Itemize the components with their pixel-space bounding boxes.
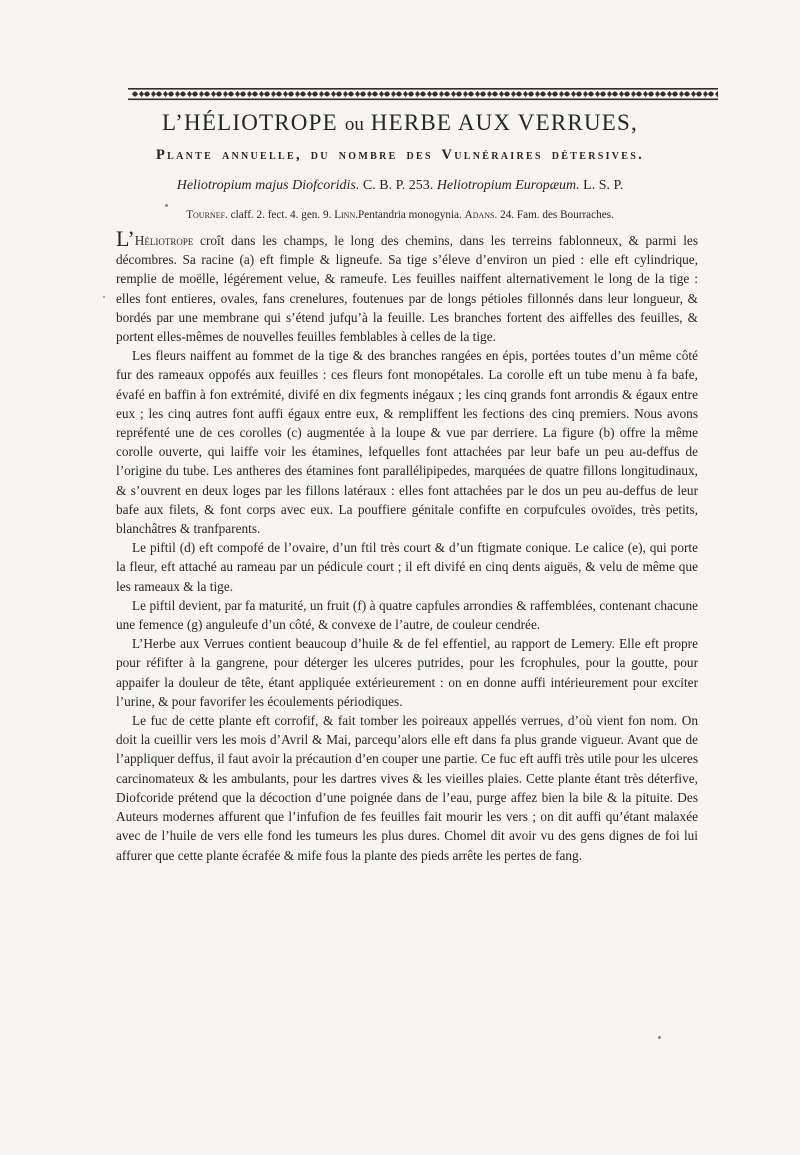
ornament-leaf-motif	[264, 91, 276, 97]
ornament-leaf-motif	[516, 91, 528, 97]
ornament-leaf-motif	[444, 91, 456, 97]
classif-tournef-ref: claff. 2. fect. 4. gen. 9.	[230, 209, 332, 221]
ornament-leaf-motif	[288, 91, 300, 97]
synonyms-line	[0, 178, 800, 194]
title-rest: HERBE AUX VERRUES,	[370, 110, 638, 135]
ornament-leaf-motif	[144, 91, 156, 97]
classif-linn-ref: Pentandria monogynia.	[358, 209, 462, 221]
paragraph-4: Le piftil devient, par fa maturité, un fruit (f) à quatre capfules arrondies & raffemblées, contenant chacune une femence (g) anguleufe d’un côté, & convexe de l’autre, de couleur cendrée.	[116, 597, 698, 633]
synonym-3: Heliotropium Europæum.	[436, 178, 580, 193]
ornament-leaf-motif	[672, 91, 684, 97]
ornament-leaf-motif	[240, 91, 252, 97]
paragraph-5: L’Herbe aux Verrues contient beaucoup d’huile & de fel effentiel, au rapport de Lemery. Elle eft propre pour réfifter à la gangrene, pour déterger les ulceres putrides, pour les fcrophules, pour la goutte, pour appaifer la douleur de tête, étant appliquée extérieurement : on en donne auffi intérieurement pour exciter l’urine, & pour favorifer les écoulements périodiques.	[116, 636, 698, 709]
ornament-leaf-motif	[420, 91, 432, 97]
paragraph-6: Le fuc de cette plante eft corrofif, & fait tomber les poireaux appellés verrues, d’où vient fon nom. On doit la cueillir vers les mois d’Avril & Mai, parcequ’alors elle eft dans fa plus grande vigueur. Avant que de l’appliquer deffus, il faut avoir la précaution d’en couper une partie. Ce fuc eft auffi très utile pour les ulceres carcinomateux & les ambulants, pour les dartres vives & les vieilles plaies. Cette plante étant très déterfive, Diofcoride prétend que la décoction d’une poignée dans de l’eau, purge affez bien la bile & la pituite. Des Auteurs modernes affurent que l’infufion de fes feuilles fait mourir les vers ; on dit auffi qu’étant malaxée avec de l’huile de vers elle fond les tumeurs les plus dures. Chomel dit avoir vu des gens dignes de foi lui affurer que cette plante écrafée & mife fous la plante des pieds arrête les pertes de fang.	[116, 713, 698, 863]
ornament-leaf-motif	[552, 91, 564, 97]
classif-adans: Adans.	[464, 209, 498, 221]
ornament-leaf-motif	[408, 91, 420, 97]
ornament-leaf-motif	[168, 91, 180, 97]
ornament-leaf-motif	[600, 91, 612, 97]
ornament-leaf-motif	[696, 91, 708, 97]
ornament-leaf-motif	[300, 91, 312, 97]
page-subtitle: Plante annuelle, du nombre des Vulnéraires détersives.	[155, 147, 645, 163]
ornament-leaf-motif	[588, 91, 600, 97]
ornament-leaf-motif	[528, 91, 540, 97]
title-ou: ou	[344, 114, 364, 135]
ornament-leaf-motif	[336, 91, 348, 97]
ornament-leaf-motif	[684, 91, 696, 97]
body-text	[116, 226, 698, 865]
paragraph-2: Les fleurs naiffent au fommet de la tige & des branches rangées en épis, portées toutes d’un même côté fur des rameaux oppofés aux feuilles : ces fleurs font monopétales. La corolle eft un tube menu à fa bafe, évafé en baffin à fon extrémité, divifé en dix fegments inégaux ; les cinq grands font arrondis & égaux entre eux ; les cinq autres font auffi égaux entre eux, & rempliffent les fections des cinq premiers. Nous avons repréfenté une de ces corolles (c) augmentée à la loupe & vue par derriere. La figure (b) offre la même corolle ouverte, qui laiffe voir les étamines, lefquelles font attachées par leur bafe un peu au-deffus de l’origine du tube. Les antheres des étamines font parallélipipedes, marquées de quatre fillons longitudinaux, & s’ouvrent en deux loges par les fillons latéraux : elles font attachées par le dos un peu au-deffus de leur bafe aux filets, & font corps avec eux. La pouffiere génitale confifte en corpufcules ovoïdes, très petits, blanchâtres & tranfparents.	[116, 348, 698, 537]
ornament-leaf-motif	[312, 91, 324, 97]
ornamental-border	[128, 85, 718, 103]
paper-speck	[165, 204, 168, 207]
ornament-leaf-motif	[660, 91, 672, 97]
classif-adans-ref: 24. Fam. des Bourraches.	[500, 209, 614, 221]
classification-line	[0, 209, 800, 221]
paragraph-3: Le piftil (d) eft compofé de l’ovaire, d’un ftil très court & d’un ftigmate conique. Le calice (e), qui porte la fleur, eft attaché au rameau par un pédicule court ; il eft divifé en cinq dents aiguës, & velu de même que les rameaux & la tige.	[116, 540, 698, 594]
ornament-leaf-motif	[156, 91, 168, 97]
ornament-leaf-motif	[624, 91, 636, 97]
ornament-leaf-motif	[204, 91, 216, 97]
ornament-leaf-motif	[348, 91, 360, 97]
ornament-leaf-motif	[324, 91, 336, 97]
ornament-leaf-motif	[276, 91, 288, 97]
lead-word: Héliotrope	[134, 233, 194, 248]
ornament-leaf-motif	[612, 91, 624, 97]
ornament-leaf-motif	[648, 91, 660, 97]
ornament-leaf-motif	[636, 91, 648, 97]
ornament-leaf-motif	[564, 91, 576, 97]
ornament-leaf-motif	[468, 91, 480, 97]
page-title	[0, 110, 800, 136]
paragraph-1-text: croît dans les champs, le long des chemins, dans les terreins fablonneux, & parmi les décombres. Sa racine (a) eft fimple & ligneufe. Sa tige s’éleve d’environ un pied : elle eft cylindrique, remplie de moëlle, légérement velue, & rameufe. Les feuilles naiffent alternativement le long de la tige : elles font entieres, ovales, fans crenelures, foutenues par de longs pétioles fillonnés dans leur longueur, & bordés par une membrane qui s’étend jufqu’à la feuille. Les branches fortent des aiffelles des feuilles, & portent elles-mêmes de nouvelles feuilles femblables à celles de la tige.	[116, 233, 698, 345]
synonym-1: Heliotropium majus Diofcoridis.	[176, 178, 360, 193]
drop-cap: L’	[116, 226, 135, 251]
ornament-leaf-motif	[396, 91, 408, 97]
ornament-leaf-motif	[228, 91, 240, 97]
ornament-leaf-motif	[708, 91, 718, 97]
synonym-2: C. B. P. 253.	[362, 178, 434, 193]
ornament-leaf-motif	[192, 91, 204, 97]
ornament-leaf-motif	[252, 91, 264, 97]
ornament-leaf-motif	[372, 91, 384, 97]
paragraph-1	[116, 226, 698, 346]
ornament-leaf-motif	[480, 91, 492, 97]
synonym-4: L. S. P.	[583, 178, 624, 193]
paper-speck	[658, 1036, 661, 1039]
ornament-leaf-motif	[360, 91, 372, 97]
ornament-leaf-motif	[504, 91, 516, 97]
ornament-leaf-motif	[384, 91, 396, 97]
ornament-leaf-motif	[576, 91, 588, 97]
ornament-leaf-motif	[456, 91, 468, 97]
ornament-leaf-motif	[492, 91, 504, 97]
ornament-leaf-motif	[132, 91, 144, 97]
classif-linn: Linn.	[334, 209, 359, 221]
ornament-leaf-motif	[180, 91, 192, 97]
classif-tournef: Tournef.	[186, 209, 228, 221]
title-main: L’HÉLIOTROPE	[162, 110, 338, 135]
ornament-leaf-motif	[540, 91, 552, 97]
ornament-leaf-motif	[432, 91, 444, 97]
ornament-leaf-motif	[216, 91, 228, 97]
paper-speck	[103, 296, 105, 298]
